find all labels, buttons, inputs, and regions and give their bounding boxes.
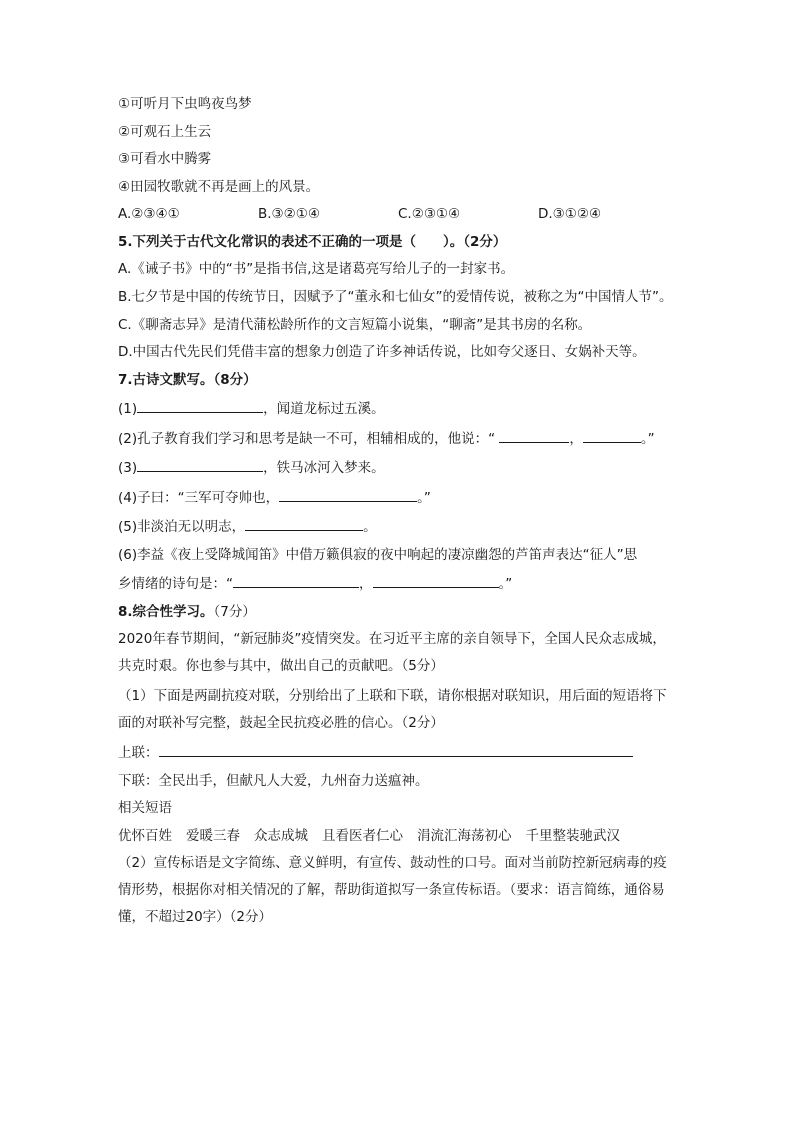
exam-page [118, 94, 678, 931]
q8-sub1: （1）下面是两副抗疫对联，分别给出了上联和下联，请你根据对联知识，用后面的短语将下面的对联补写完整，鼓起全民抗疫必胜的信心。（2分） [118, 688, 667, 731]
phrase-item: 爱暖三春 [186, 827, 240, 844]
q8-title: 8.综合性学习。 [118, 603, 214, 620]
q7-line-1: (1) ，闻道龙标过五溪。 [118, 397, 678, 419]
phrase-item: 千里整装驰武汉 [525, 827, 620, 844]
q5-option-a: A.《诫子书》中的“书”是指书信,这是诸葛亮写给儿子的一封家书。 [118, 261, 515, 277]
answer-blank[interactable] [499, 427, 569, 443]
q8-upper-couplet: 上联： [118, 741, 678, 763]
q7-line-6a: (6)李益《夜上受降城闻笛》中借万籁俱寂的夜中响起的凄凉幽怨的芦笛声表达“征人”思 [118, 546, 638, 563]
q4-item-4: ④田园牧歌就不再是画上的风景。 [118, 178, 320, 195]
q7-line-3: (3) ，铁马冰河入梦来。 [118, 456, 678, 478]
q8-title-line [118, 602, 678, 622]
answer-blank[interactable] [373, 572, 499, 588]
q5-option-c: C.《聊斋志异》是清代蒲松龄所作的文言短篇小说集，“聊斋”是其书房的名称。 [118, 316, 592, 333]
q4-options [118, 204, 678, 224]
upper-couplet-blank[interactable] [159, 741, 633, 757]
phrase-item: 优怀百姓 [118, 827, 172, 844]
q4-option-a: A.②③④① [118, 206, 180, 222]
phrase-item: 涓流汇海荡初心 [417, 827, 512, 844]
phrase-item: 众志成城 [254, 827, 308, 844]
answer-blank[interactable] [245, 515, 363, 531]
answer-blank[interactable] [137, 397, 263, 413]
q7-line-4: (4)子曰：“三军可夺帅也， 。” [118, 486, 678, 508]
q8-intro: 2020年春节期间，“新冠肺炎”疫情突发。在习近平主席的亲自领导下，全国人民众志成城，共克时艰。你也参与其中，做出自己的贡献吧。（5分） [118, 631, 666, 674]
answer-blank[interactable] [137, 456, 263, 472]
q8-phrases-label: 相关短语 [118, 800, 172, 816]
q8-sub2: （2）宣传标语是文字简练、意义鲜明，有宣传、鼓动性的口号。面对当前防控新冠病毒的疫情形势，根据你对相关情况的了解，帮助街道拟写一条宣传标语。（要求：语言简练，通俗易懂，不超过20字）（2分） [118, 855, 667, 925]
q4-option-d: D.③①②④ [538, 206, 602, 222]
answer-blank[interactable] [583, 427, 641, 443]
answer-blank[interactable] [279, 486, 417, 502]
q8-lower-couplet: 下联：全民出手，但献凡人大爱，九州奋力送瘟神。 [118, 772, 429, 789]
q8-score: （7分） [213, 603, 256, 620]
q7-line-2: (2)孔子教育我们学习和思考是缺一不可，相辅相成的，他说：“ ， 。” [118, 427, 678, 449]
answer-blank[interactable] [233, 572, 359, 588]
q7-line-6b: 乡情绪的诗句是：“ ， 。” [118, 572, 678, 594]
q8-phrases [118, 826, 678, 846]
q4-option-b: B.③②①④ [258, 206, 320, 222]
q7-title: 7.古诗文默写。（8分） [118, 371, 257, 388]
q5-option-d: D.中国古代先民们凭借丰富的想象力创造了许多神话传说，比如夸父逐日、女娲补天等。 [118, 344, 646, 360]
q7-line-5: (5)非淡泊无以明志， 。 [118, 515, 678, 537]
phrase-item: 且看医者仁心 [322, 827, 403, 844]
q4-option-c: C.②③①④ [398, 206, 461, 222]
q4-item-2: ②可观石上生云 [118, 123, 212, 140]
q5-title: 5.下列关于古代文化常识的表述不正确的一项是（ ）。（2分） [118, 233, 507, 250]
q4-item-3: ③可看水中腾雾 [118, 151, 212, 167]
q5-option-b: B.七夕节是中国的传统节日，因赋予了“董永和七仙女”的爱情传说，被称之为“中国情人节”。 [118, 288, 673, 305]
q4-item-1: ①可听月下虫鸣夜鸟梦 [118, 96, 252, 112]
